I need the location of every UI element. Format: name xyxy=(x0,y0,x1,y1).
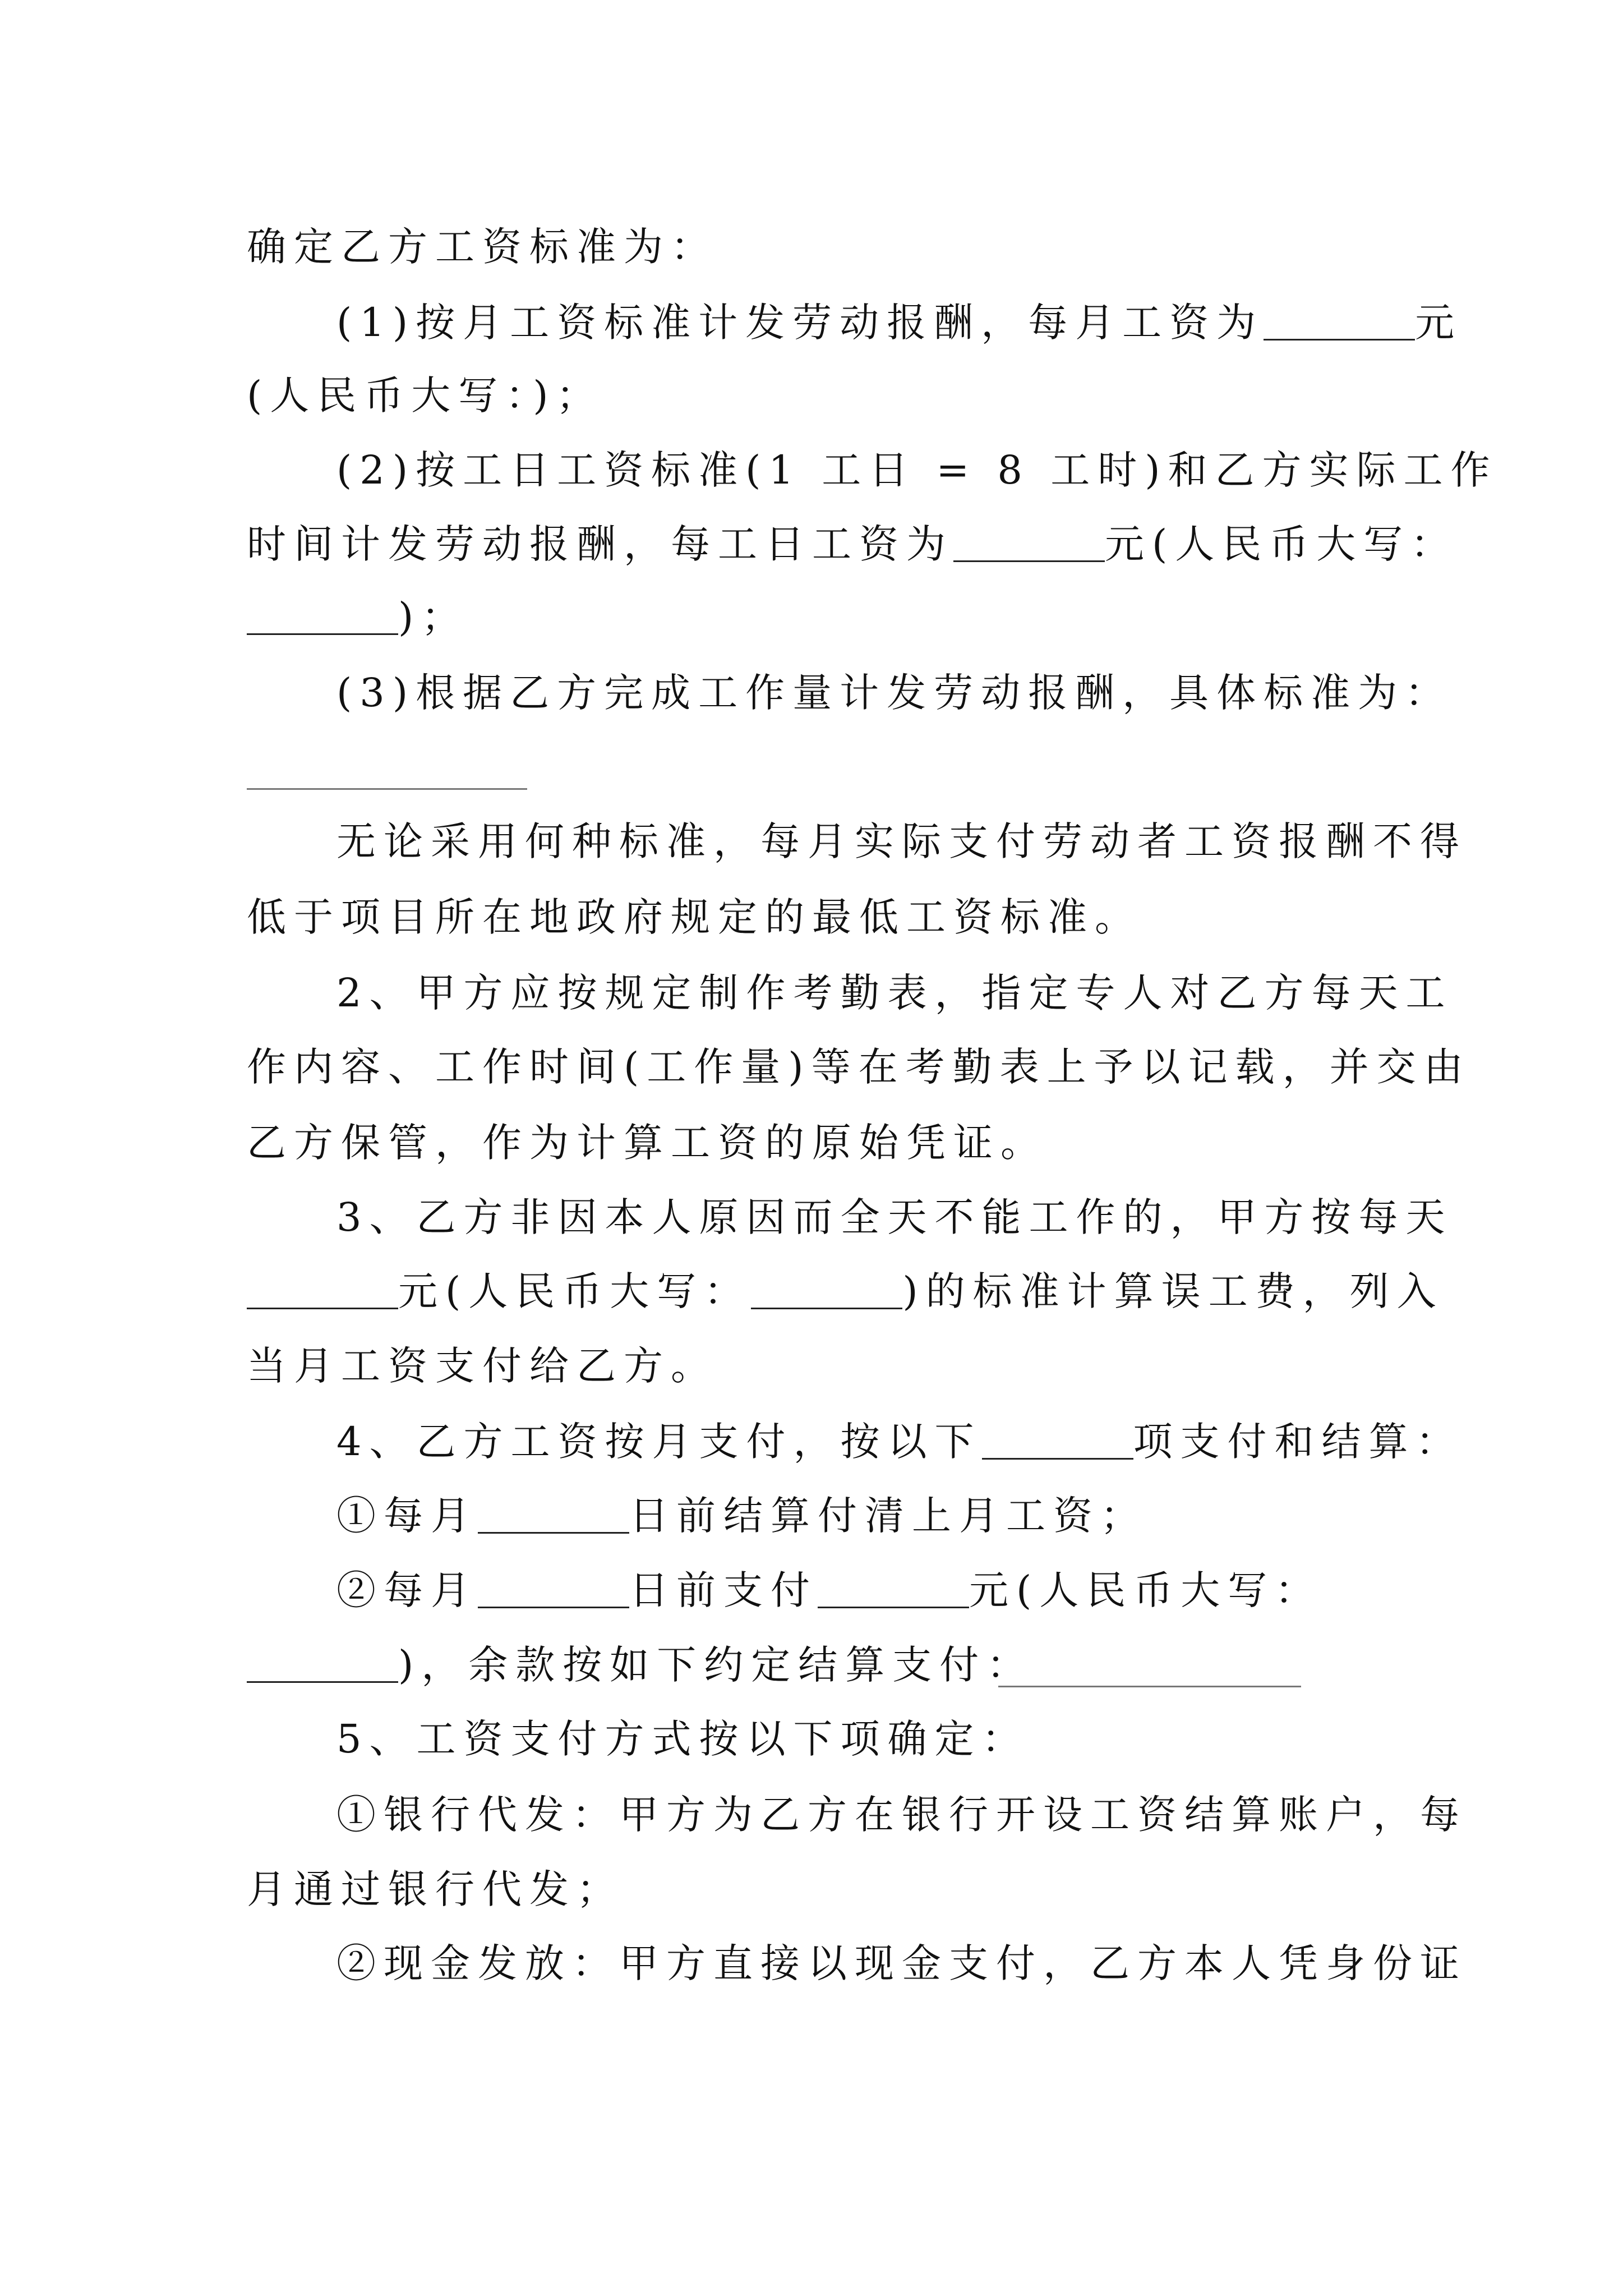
text-line xyxy=(336,959,1453,1027)
line-text: (1)按月工资标准计发劳动报酬，每月工资为 xyxy=(336,300,1264,346)
line-text: 元(人民币大写： xyxy=(969,1567,1322,1613)
text-line xyxy=(247,213,1380,280)
text-line xyxy=(336,1705,1380,1773)
line-text: 元 xyxy=(1415,300,1463,346)
text-line xyxy=(247,1332,1380,1400)
text-line xyxy=(336,1781,1467,1848)
fill-blank-line xyxy=(247,788,527,790)
line-text: 元(人民币大写： xyxy=(398,1268,751,1314)
text-line xyxy=(336,808,1467,875)
line-text: 月通过银行代发； xyxy=(247,1866,624,1912)
line-text: 时间计发劳动报酬，每工日工资为 xyxy=(247,521,953,567)
line-text: (3)根据乙方完成工作量计发劳动报酬，具体标准为： xyxy=(336,670,1453,716)
line-text: 2、甲方应按规定制作考勤表，指定专人对乙方每天工 xyxy=(336,970,1453,1016)
text-line xyxy=(247,884,1380,951)
fill-blank xyxy=(1264,300,1415,341)
fill-blank xyxy=(247,1642,398,1683)
line-text: (人民币大写：)； xyxy=(247,372,603,418)
fill-blank xyxy=(247,594,398,635)
line-text: 确定乙方工资标准为： xyxy=(247,224,718,270)
line-text: )的标准计算误工费，列入 xyxy=(902,1268,1444,1314)
text-line xyxy=(247,1856,1380,1923)
text-line xyxy=(336,1930,1467,1997)
line-text: )，余款按如下约定结算支付： xyxy=(398,1642,1034,1688)
text-line xyxy=(336,436,1498,504)
text-line xyxy=(336,1184,1453,1251)
line-text: 3、乙方非因本人原因而全天不能工作的，甲方按每天 xyxy=(336,1194,1453,1240)
fill-blank xyxy=(818,1567,969,1608)
line-text: 日前结算付清上月工资； xyxy=(629,1493,1147,1539)
line-text: ②现金发放：甲方直接以现金支付，乙方本人凭身份证 xyxy=(336,1940,1467,1986)
text-line xyxy=(247,1631,1380,1699)
line-text: 乙方保管，作为计算工资的原始凭证。 xyxy=(247,1120,1048,1166)
text-line xyxy=(336,289,1463,356)
text-line xyxy=(336,1557,1380,1624)
text-line xyxy=(247,1258,1444,1325)
fill-blank xyxy=(982,1419,1133,1460)
fill-blank xyxy=(953,521,1105,562)
text-line xyxy=(336,1408,1463,1475)
line-text: (2)按工日工资标准(1 工日 = 8 工时)和乙方实际工作 xyxy=(336,447,1498,493)
text-line xyxy=(247,1109,1380,1176)
fill-blank xyxy=(247,1268,398,1309)
fill-blank xyxy=(478,1567,629,1608)
line-text: 项支付和结算： xyxy=(1133,1419,1463,1465)
text-line xyxy=(247,1033,1471,1101)
text-line xyxy=(247,583,1380,651)
line-text: 作内容、工作时间(工作量)等在考勤表上予以记载，并交由 xyxy=(247,1044,1471,1090)
fill-blank xyxy=(478,1493,629,1534)
line-text: )； xyxy=(398,594,469,640)
line-text: ①每月 xyxy=(336,1493,478,1539)
text-line xyxy=(247,362,1380,429)
line-text: 4、乙方工资按月支付，按以下 xyxy=(336,1419,982,1465)
line-text: ②每月 xyxy=(336,1567,478,1613)
text-line xyxy=(336,1482,1380,1549)
line-text: 当月工资支付给乙方。 xyxy=(247,1343,718,1389)
fill-blank-line xyxy=(998,1686,1301,1687)
line-text: 无论采用何种标准，每月实际支付劳动者工资报酬不得 xyxy=(336,818,1467,864)
line-text: 元(人民币大写： xyxy=(1105,521,1458,567)
line-text: ①银行代发：甲方为乙方在银行开设工资结算账户，每 xyxy=(336,1792,1467,1838)
fill-blank xyxy=(751,1268,902,1309)
line-text: 日前支付 xyxy=(629,1567,818,1613)
line-text: 低于项目所在地政府规定的最低工资标准。 xyxy=(247,894,1142,940)
text-line xyxy=(336,659,1453,726)
line-text: 5、工资支付方式按以下项确定： xyxy=(336,1716,1029,1762)
text-line xyxy=(247,510,1458,578)
